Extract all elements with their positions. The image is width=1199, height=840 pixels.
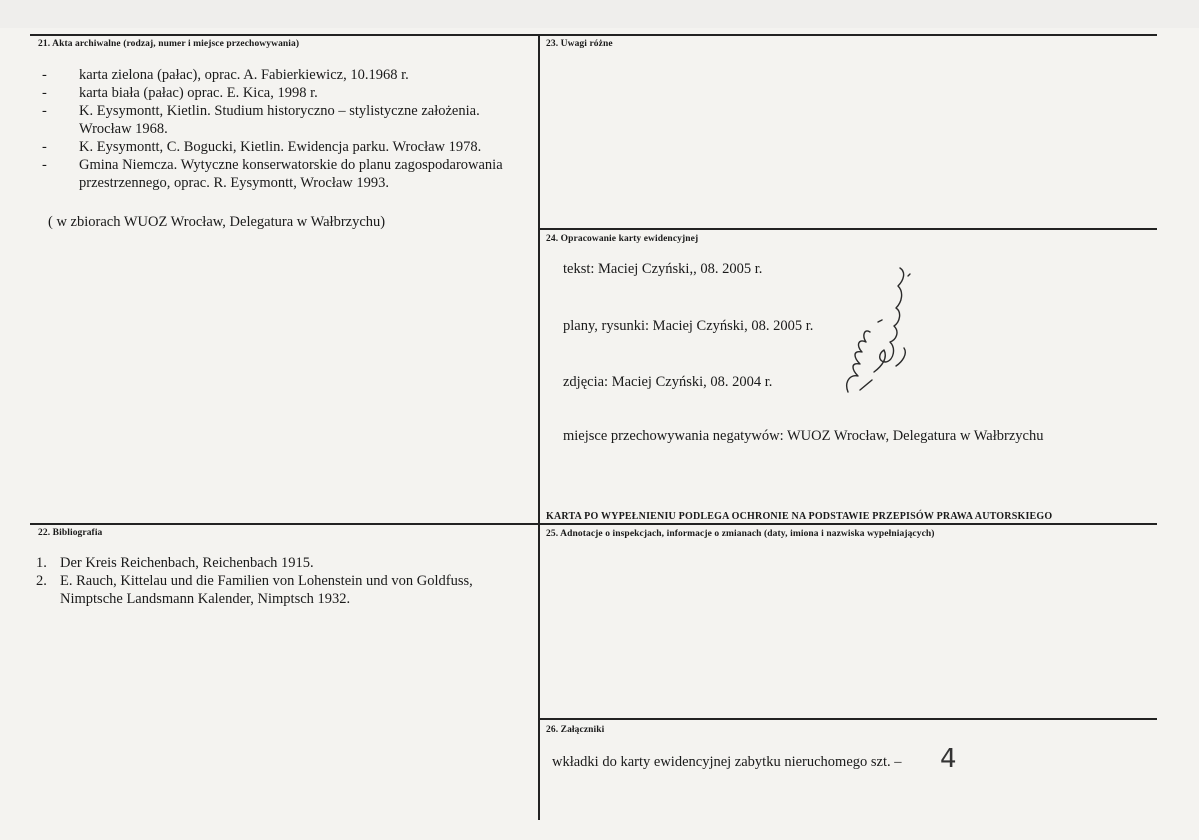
rule-24-top (538, 228, 1157, 230)
list-item: - K. Eysymontt, Kietlin. Studium historyczno – stylistyczne założenia. Wrocław 1968. (42, 102, 503, 138)
sec24-negatywy: miejsce przechowywania negatywów: WUOZ Wrocław, Delegatura w Wałbrzychu (563, 428, 1044, 444)
sec24-plany: plany, rysunki: Maciej Czyński, 08. 2005 r. (563, 318, 814, 334)
sec26-text: wkładki do karty ewidencyjnej zabytku nieruchomego szt. – (552, 754, 902, 770)
signature-image (838, 262, 918, 402)
sec26-title: 26. Załączniki (546, 725, 605, 735)
list-item: 1. Der Kreis Reichenbach, Reichenbach 1915. (36, 555, 314, 571)
list-item: - karta zielona (pałac), oprac. A. Fabierkiewicz, 10.1968 r. (42, 66, 503, 84)
sec21-title: 21. Akta archiwalne (rodzaj, numer i miejsce przechowywania) (38, 39, 300, 49)
list-item: - karta biała (pałac) oprac. E. Kica, 1998 r. (42, 84, 503, 102)
list-item: - K. Eysymontt, C. Bogucki, Kietlin. Ewidencja parku. Wrocław 1978. (42, 138, 503, 156)
sec22-list (28, 554, 473, 608)
list-item: - Gmina Niemcza. Wytyczne konserwatorskie do planu zagospodarowania przestrzennego, oprac. R. Eysymontt, Wrocław 1993. (42, 156, 503, 192)
center-divider (538, 34, 540, 820)
sec23-title: 23. Uwagi różne (546, 39, 613, 49)
scan-top-margin (0, 0, 1199, 28)
sec24-tekst: tekst: Maciej Czyński,, 08. 2005 r. (563, 261, 763, 277)
copyright-notice: KARTA PO WYPEŁNIENIU PODLEGA OCHRONIE NA PODSTAWIE PRZEPISÓW PRAWA AUTORSKIEGO (546, 511, 1053, 522)
list-item: 2. E. Rauch, Kittelau und die Familien von Lohenstein und von Goldfuss, Nimptsche Landsmann Kalender, Nimptsch 1932. (36, 573, 473, 607)
sec21-list (42, 66, 503, 192)
sec21-note: ( w zbiorach WUOZ Wrocław, Delegatura w Wałbrzychu) (48, 214, 386, 230)
top-rule (30, 34, 1157, 36)
sec24-title: 24. Opracowanie karty ewidencyjnej (546, 234, 699, 244)
sec26-count: 4 (940, 744, 957, 774)
rule-22-top (30, 523, 1157, 525)
sec22-title: 22. Bibliografia (38, 528, 103, 538)
sec24-zdjecia: zdjęcia: Maciej Czyński, 08. 2004 r. (563, 374, 773, 390)
sec25-title: 25. Adnotacje o inspekcjach, informacje o zmianach (daty, imiona i nazwiska wypełniających) (546, 529, 935, 539)
rule-26-top (538, 718, 1157, 720)
